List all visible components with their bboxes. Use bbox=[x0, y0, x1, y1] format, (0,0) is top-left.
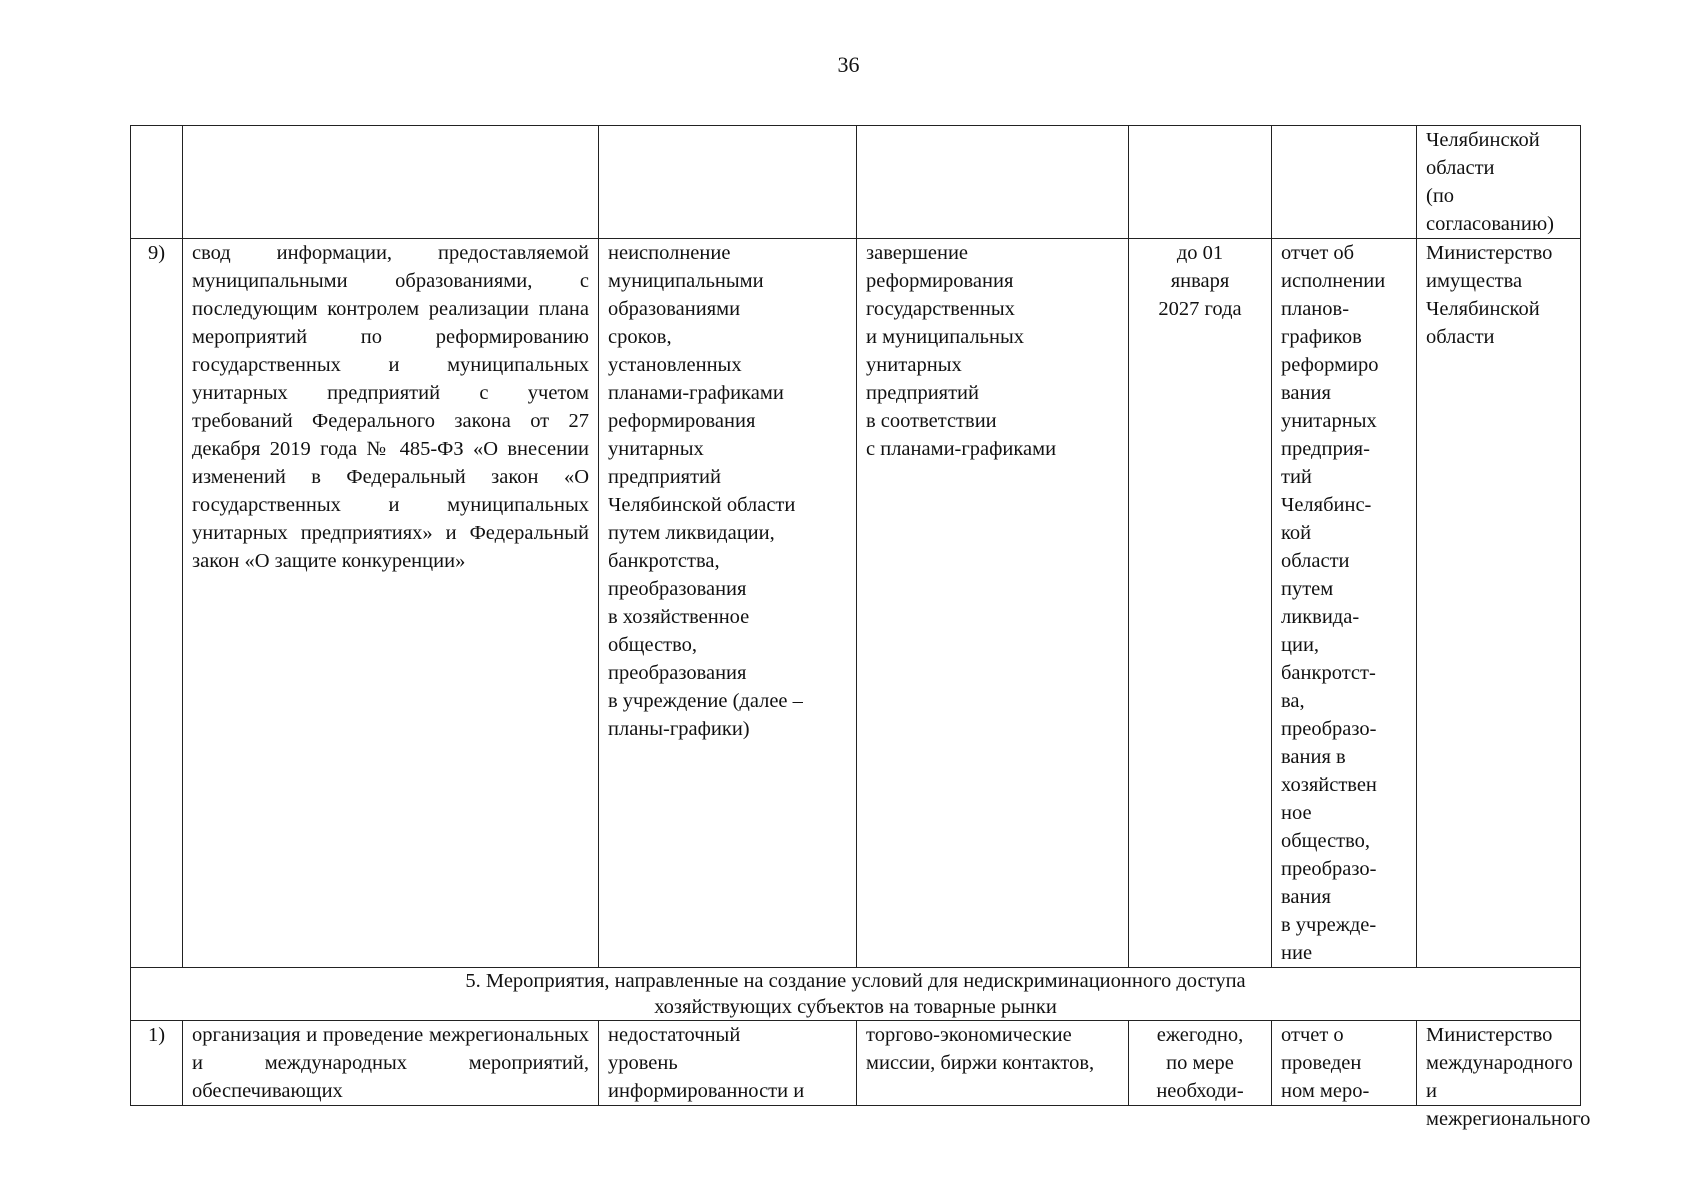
responsible-cell: Челябинской области (по согласованию) bbox=[1417, 126, 1581, 239]
table-row-9 bbox=[131, 239, 1581, 968]
problem-cell bbox=[599, 1021, 857, 1106]
report-text: отчет о проведен ном меро- bbox=[1281, 1024, 1370, 1102]
problem-cell bbox=[599, 126, 857, 239]
responsible-text: Министерство международного и межрегионального bbox=[1426, 1024, 1591, 1130]
page-number: 36 bbox=[837, 52, 860, 77]
measure-text: организация и проведение межрегиональных и международных мероприятий, обеспечивающих bbox=[192, 1024, 589, 1102]
result-text: торгово-экономические миссии, биржи контактов, bbox=[866, 1024, 1095, 1074]
section-5-header-row bbox=[131, 968, 1581, 1021]
section-5-title: 5. Мероприятия, направленные на создание условий для недискриминационного доступа хозяйствующих субъектов на товарные рынки bbox=[131, 968, 1581, 1021]
measure-cell bbox=[183, 1021, 599, 1106]
result-cell bbox=[857, 126, 1129, 239]
report-cell: отчет об исполнении планов- графиков реформиро вания унитарных предприя- тий Челябинс- кой области путем ликвида- ции, банкротст- ва, преобразо- вания в хозяйствен ное общество, преобразо- вания в учрежде- ние bbox=[1272, 239, 1417, 968]
report-cell bbox=[1272, 1021, 1417, 1106]
row-number-cell bbox=[131, 126, 183, 239]
deadline-cell bbox=[1129, 1021, 1272, 1106]
deadline-text: ежегодно, по мере необходи- bbox=[1156, 1024, 1244, 1102]
table-row-5-1 bbox=[131, 1021, 1581, 1106]
result-cell bbox=[857, 1021, 1129, 1106]
row-number-text: 1) bbox=[147, 1024, 166, 1046]
problem-cell: неисполнение муниципальными образованиями сроков, установленных планами-графиками реформирования унитарных предприятий Челябинской области путем ликвидации, банкротства, преобразования в хозяйственное общество, преобразования в учреждение (далее – планы-графики) bbox=[599, 239, 857, 968]
row-number-cell: 9) bbox=[131, 239, 183, 968]
deadline-cell: до 01 января 2027 года bbox=[1129, 239, 1272, 968]
result-cell: завершение реформирования государственных и муниципальных унитарных предприятий в соответствии с планами-графиками bbox=[857, 239, 1129, 968]
measure-cell bbox=[183, 126, 599, 239]
problem-text: недостаточный уровень информированности и bbox=[608, 1024, 805, 1102]
responsible-cell bbox=[1417, 1021, 1591, 1130]
measure-cell: свод информации, предоставляемой муниципальными образованиями, с последующим контролем реализации плана мероприятий по реформированию государственных и муниципальных унитарных предприятий с учетом требований Федерального закона от 27 декабря 2019 года № 485-ФЗ «О внесении изменений в Федеральный закон «О государственных и муниципальных унитарных предприятиях» и Федеральный закон «О защите конкуренции» bbox=[183, 239, 599, 968]
responsible-cell: Министерство имущества Челябинской области bbox=[1417, 239, 1581, 968]
row-number-cell bbox=[131, 1021, 183, 1106]
table-row-continued bbox=[131, 126, 1581, 239]
deadline-cell bbox=[1129, 126, 1272, 239]
activity-plan-table bbox=[130, 125, 1591, 1130]
report-cell bbox=[1272, 126, 1417, 239]
